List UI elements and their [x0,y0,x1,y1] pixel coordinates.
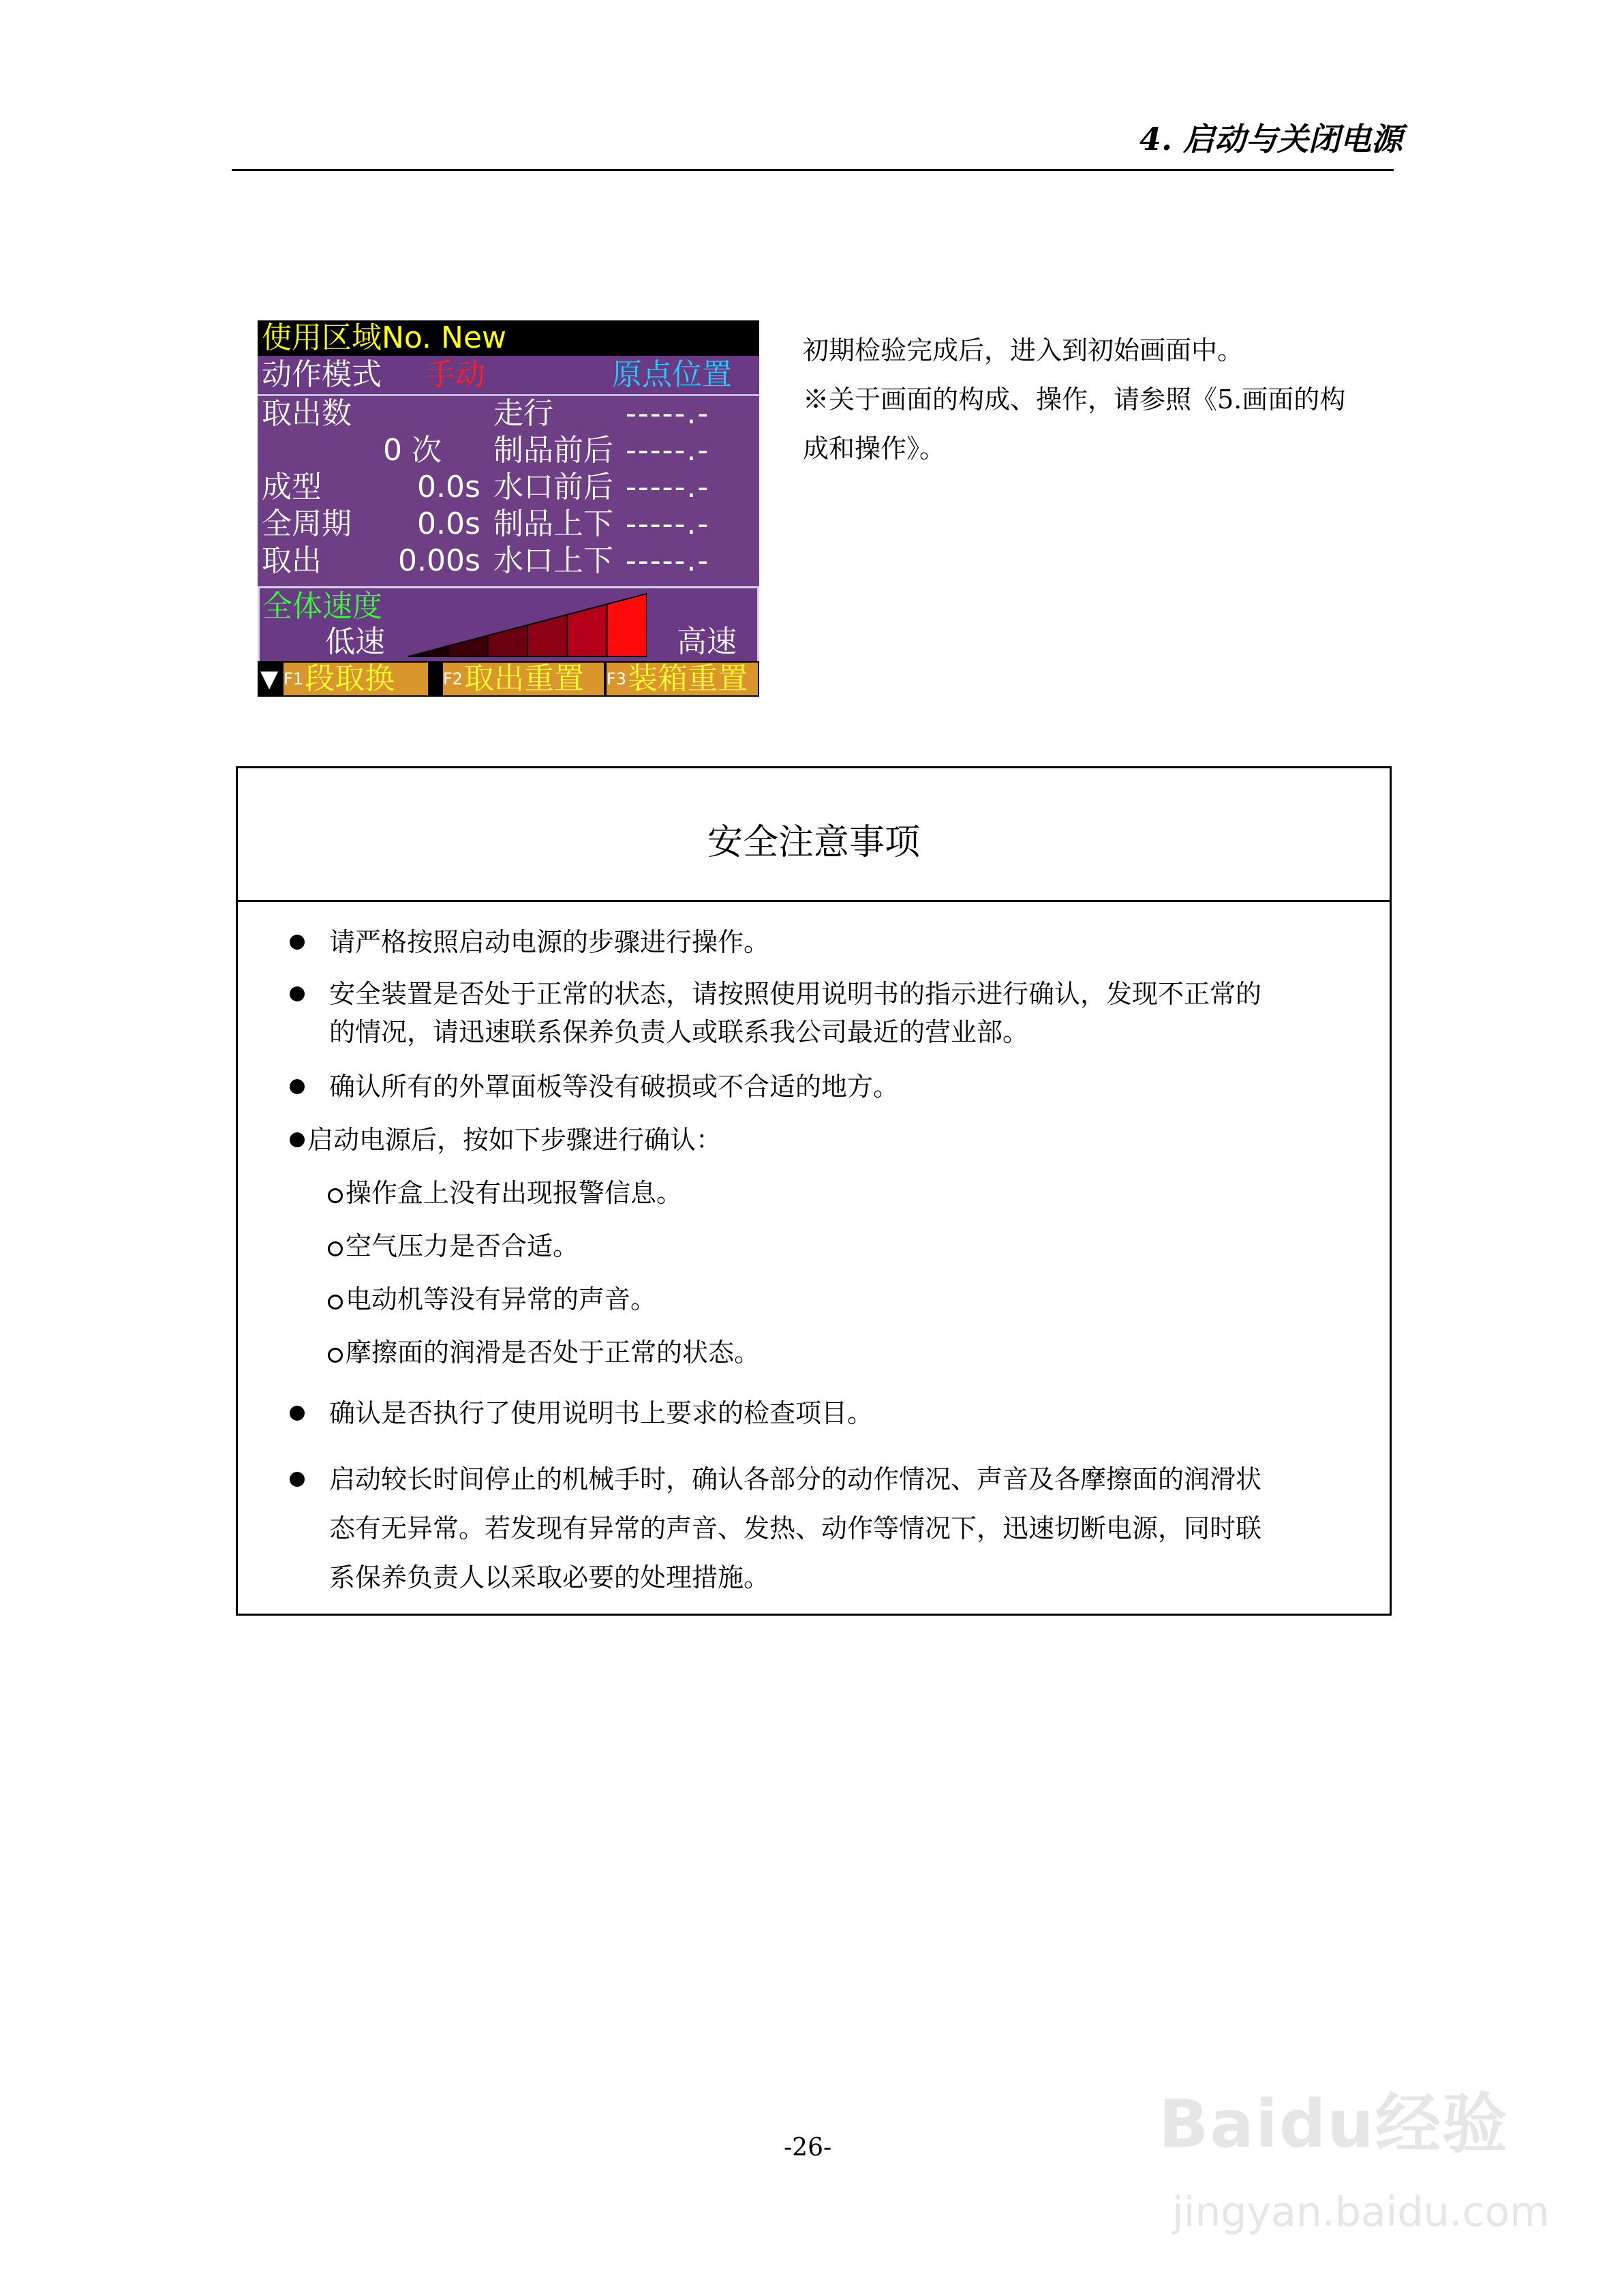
safety-sub-item-2-text: 空气压力是否合适。 [346,1231,579,1261]
screen-mode-bar [258,356,759,396]
intro-line-2: ※关于画面的构成、操作，请参照《5.画面的构 [803,384,1346,414]
speed-step-5 [567,604,607,656]
f3-key-label: F3 [607,669,627,689]
speed-low-label: 低速 [325,624,385,659]
travel-label: 走行 [493,396,553,431]
takeout-count-label: 取出数 [262,396,352,431]
safety-item-6-line-1: 启动较长时间停止的机械手时，确认各部分的动作情况、声音及各摩擦面的润滑状 [329,1464,1262,1494]
safety-item-2-line-2: 的情况，请迅速联系保养负责人或联系我公司最近的营业部。 [329,1017,1029,1047]
speed-step-6 [607,594,647,656]
product-fb-label: 制品前后 [493,433,613,468]
bullet-icon [290,1472,305,1487]
safety-sub-item-1-text: 操作盒上没有出现报警信息。 [346,1178,683,1208]
screen-title-bar [258,320,759,356]
safety-item-6-line-3: 系保养负责人以采取必要的处理措施。 [329,1562,770,1592]
product-fb-value: -----.- [626,433,710,468]
watermark-brand: Baidu经验 [1159,2086,1509,2162]
function-key-bar [258,661,759,697]
speed-step-2 [448,635,487,656]
safety-header [238,768,1390,902]
baidu-watermark [1159,2059,1550,2263]
takeout-label: 取出 [262,543,322,578]
circle-icon [328,1295,343,1310]
bullet-icon [290,986,305,1001]
page-number: -26- [784,2134,832,2162]
speed-step-4 [527,615,567,656]
gate-ud-label: 水口上下 [493,543,613,578]
f1-key-label: F1 [284,669,304,689]
cycle-label: 全周期 [262,507,352,541]
safety-sub-item-3-text: 电动机等没有异常的声音。 [346,1284,657,1314]
safety-sub-item-3 [328,1275,656,1324]
speed-step-3 [488,625,527,656]
bullet-icon [290,1132,305,1147]
safety-item-1: 请严格按照启动电源的步骤进行操作。 [329,927,770,957]
cycle-value: 0.0s [417,507,480,541]
safety-notice-box [236,766,1392,1616]
intro-text [803,326,1403,473]
gate-fb-value: -----.- [626,470,710,504]
bullet-icon [290,1079,305,1094]
safety-item-6-line-2: 态有无异常。若发现有异常的声音、发热、动作等情况下，迅速切断电源，同时联 [329,1513,1262,1543]
intro-line-1: 初期检验完成后，进入到初始画面中。 [803,335,1244,365]
bullet-icon [290,935,305,950]
chapter-title: 4. 启动与关闭电源 [1139,121,1403,157]
molding-label: 成型 [262,470,322,504]
mode-label: 动作模式 [262,357,382,392]
screen-title: 使用区域No. New [262,320,507,355]
safety-sub-item-4-text: 摩擦面的润滑是否处于正常的状态。 [346,1338,761,1368]
safety-item-2-line-1: 安全装置是否处于正常的状态，请按照使用说明书的指示进行确认，发现不正常的 [329,979,1262,1009]
product-ud-value: -----.- [626,507,710,541]
speed-step-1 [408,646,448,656]
safety-sub-item-2 [328,1222,579,1271]
speed-level-gauge[interactable] [408,592,647,661]
f2-key-label: F2 [443,669,463,689]
mode-value: 手动 [425,357,485,392]
safety-title: 安全注意事项 [707,822,920,863]
f2-button-label: 取出重置 [464,661,585,696]
gate-ud-value: -----.- [626,543,710,578]
f1-button-label: 段取换 [305,661,395,696]
intro-line-3: 成和操作》。 [803,434,946,464]
product-ud-label: 制品上下 [493,507,613,541]
safety-item-4: 启动电源后，按如下步骤进行确认： [307,1125,722,1155]
safety-item-5: 确认是否执行了使用说明书上要求的检查项目。 [329,1398,874,1428]
molding-value: 0.0s [417,470,480,504]
speed-high-label: 高速 [677,624,737,659]
f3-button-label: 装箱重置 [628,661,748,696]
circle-icon [328,1188,343,1203]
watermark-url: jingyan.baidu.com [1172,2188,1550,2236]
takeout-value: 0.00s [398,543,480,578]
controller-screen [258,320,759,697]
circle-icon [328,1241,343,1256]
bullet-icon [290,1406,305,1421]
header-rule [232,169,1394,171]
position-status: 原点位置 [612,357,732,392]
safety-item-3: 确认所有的外罩面板等没有破损或不合适的地方。 [329,1072,900,1102]
gate-fb-label: 水口前后 [493,470,613,504]
speed-title: 全体速度 [262,589,382,624]
speed-panel [258,586,759,665]
double-chevron-down-icon[interactable]: ▼ [260,665,279,693]
f3-button[interactable] [607,663,758,695]
safety-sub-item-1 [328,1168,682,1218]
f2-button[interactable] [443,663,604,695]
count-value: 0 次 [383,433,442,468]
travel-value: -----.- [626,396,710,431]
f1-button[interactable] [284,663,428,695]
safety-sub-item-4 [328,1328,760,1377]
circle-icon [328,1348,343,1363]
